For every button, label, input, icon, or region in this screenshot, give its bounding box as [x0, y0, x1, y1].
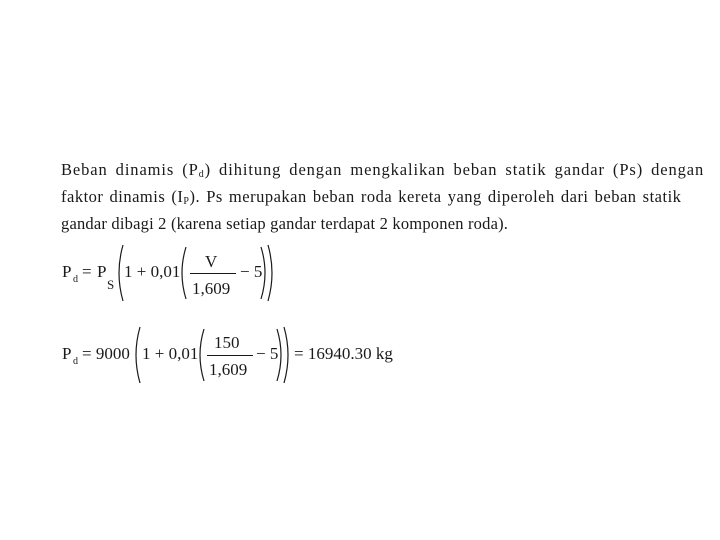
formula1-outer-right-paren — [267, 244, 277, 302]
formula1-outer-left-paren — [114, 244, 124, 302]
formula1-one-plus: 1 + 0,01 — [124, 262, 181, 281]
description-paragraph — [61, 159, 705, 235]
paragraph-line-1 — [61, 159, 705, 186]
paragraph-line-1-end: ) dihitung dengan mengkalikan beban statik gandar (Ps) dengan — [204, 160, 705, 179]
formula1-ps: P — [97, 262, 107, 281]
formula1-inner-left-paren — [177, 246, 187, 300]
formula2-minus-term: − 5 — [256, 344, 279, 363]
formula1-equals: = — [82, 262, 92, 281]
formula2-outer-right-paren — [283, 326, 293, 384]
formula1-numerator: V — [205, 252, 218, 271]
formula2-one-plus: 1 + 0,01 — [142, 344, 199, 363]
paragraph-line-2-end: ). Ps merupakan beban roda kereta yang diperoleh dari beban statik — [189, 187, 682, 206]
subscript-d: d — [198, 169, 205, 180]
formula1-lhs-subscript: d — [73, 274, 78, 285]
formula1-denominator: 1,609 — [192, 279, 231, 298]
formula2-numerator: 150 — [214, 333, 240, 352]
formula2-lhs: P — [62, 344, 72, 363]
formula2-result: = 16940.30 kg — [294, 344, 393, 363]
formula2-fraction-bar — [207, 355, 253, 356]
paragraph-line-2-start: faktor dinamis (I — [61, 187, 184, 206]
subscript-p: P — [183, 196, 190, 207]
formula1-ps-subscript: S — [107, 277, 115, 292]
formula2-equals-value: = 9000 — [82, 344, 130, 363]
paragraph-line-2 — [61, 186, 691, 213]
formula1-lhs: P — [62, 262, 72, 281]
paragraph-line-3: gandar dibagi 2 (karena setiap gandar terdapat 2 komponen roda). — [61, 214, 509, 233]
formula2-outer-left-paren — [131, 326, 141, 384]
formula2-inner-left-paren — [195, 328, 205, 382]
paragraph-line-1-start: Beban dinamis (P — [61, 160, 199, 179]
formula1-minus-term: − 5 — [240, 262, 263, 281]
formula2-lhs-subscript: d — [73, 356, 78, 367]
formula2-denominator: 1,609 — [209, 360, 248, 379]
formula1-fraction-bar — [190, 273, 236, 274]
